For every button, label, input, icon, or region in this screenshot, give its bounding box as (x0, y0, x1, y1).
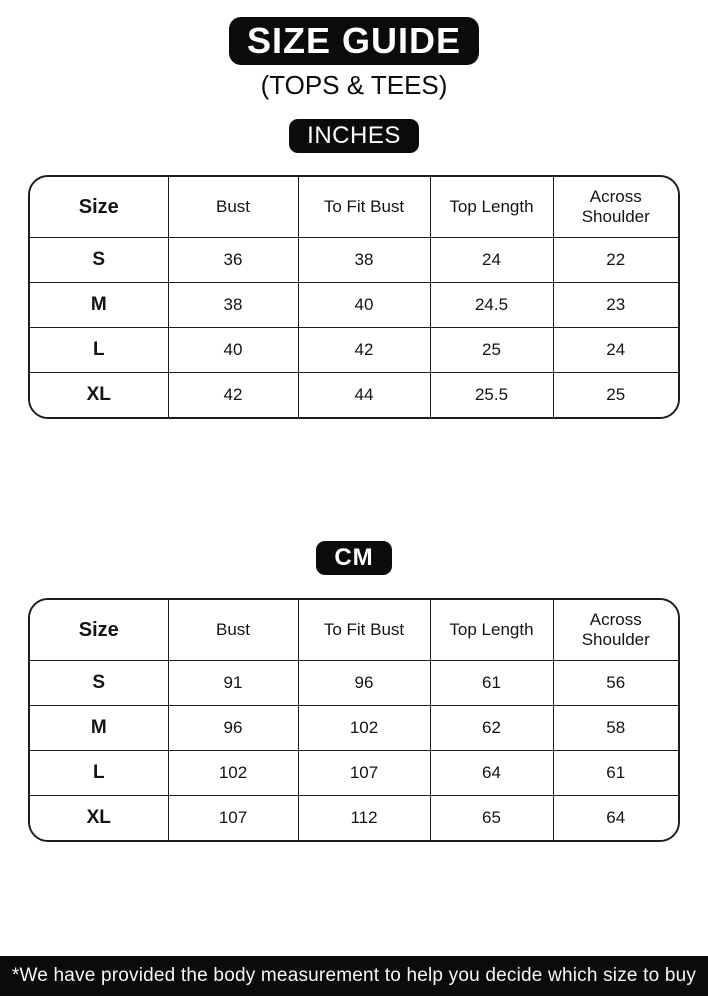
inches-size-table (28, 175, 680, 419)
value-cell: 96 (168, 705, 298, 750)
column-header-bust: Bust (168, 600, 298, 660)
size-cell: S (30, 660, 168, 705)
value-cell: 91 (168, 660, 298, 705)
page-title: SIZE GUIDE (246, 20, 462, 61)
value-cell: 22 (553, 237, 678, 282)
value-cell: 61 (553, 750, 678, 795)
value-cell: 102 (298, 705, 430, 750)
table-header-row (30, 177, 678, 237)
size-cell: L (30, 327, 168, 372)
value-cell: 107 (298, 750, 430, 795)
table-row (30, 327, 678, 372)
size-cell: XL (30, 372, 168, 417)
table-row (30, 237, 678, 282)
value-cell: 25 (553, 372, 678, 417)
value-cell: 25 (430, 327, 553, 372)
table-row (30, 750, 678, 795)
value-cell: 58 (553, 705, 678, 750)
column-header-to-fit-bust: To Fit Bust (298, 177, 430, 237)
value-cell: 102 (168, 750, 298, 795)
value-cell: 24 (430, 237, 553, 282)
value-cell: 107 (168, 795, 298, 840)
value-cell: 56 (553, 660, 678, 705)
unit-badge-cm: CM (316, 541, 391, 575)
title-badge (229, 17, 479, 65)
unit-badge-inches: INCHES (289, 119, 419, 153)
size-cell: S (30, 237, 168, 282)
value-cell: 44 (298, 372, 430, 417)
value-cell: 24.5 (430, 282, 553, 327)
value-cell: 64 (553, 795, 678, 840)
table-row (30, 660, 678, 705)
column-header-size: Size (30, 177, 168, 237)
value-cell: 36 (168, 237, 298, 282)
value-cell: 38 (168, 282, 298, 327)
value-cell: 40 (298, 282, 430, 327)
value-cell: 42 (298, 327, 430, 372)
value-cell: 112 (298, 795, 430, 840)
table-row (30, 795, 678, 840)
value-cell: 96 (298, 660, 430, 705)
value-cell: 38 (298, 237, 430, 282)
column-header-top-length: Top Length (430, 177, 553, 237)
size-cell: XL (30, 795, 168, 840)
value-cell: 23 (553, 282, 678, 327)
table-row (30, 372, 678, 417)
table-row (30, 282, 678, 327)
column-header-bust: Bust (168, 177, 298, 237)
value-cell: 42 (168, 372, 298, 417)
column-header-to-fit-bust: To Fit Bust (298, 600, 430, 660)
footer-note-band (0, 956, 708, 996)
size-cell: L (30, 750, 168, 795)
table-row (30, 705, 678, 750)
table-header-row (30, 600, 678, 660)
value-cell: 24 (553, 327, 678, 372)
size-cell: M (30, 705, 168, 750)
column-header-across-shoulder: Across Shoulder (553, 177, 678, 237)
value-cell: 25.5 (430, 372, 553, 417)
footer-note: *We have provided the body measurement to help you decide which size to buy (11, 965, 697, 986)
value-cell: 62 (430, 705, 553, 750)
page-subtitle: (TOPS & TEES) (260, 70, 448, 100)
value-cell: 65 (430, 795, 553, 840)
column-header-top-length: Top Length (430, 600, 553, 660)
column-header-across-shoulder: Across Shoulder (553, 600, 678, 660)
value-cell: 61 (430, 660, 553, 705)
cm-size-table (28, 598, 680, 842)
value-cell: 64 (430, 750, 553, 795)
column-header-size: Size (30, 600, 168, 660)
value-cell: 40 (168, 327, 298, 372)
size-cell: M (30, 282, 168, 327)
